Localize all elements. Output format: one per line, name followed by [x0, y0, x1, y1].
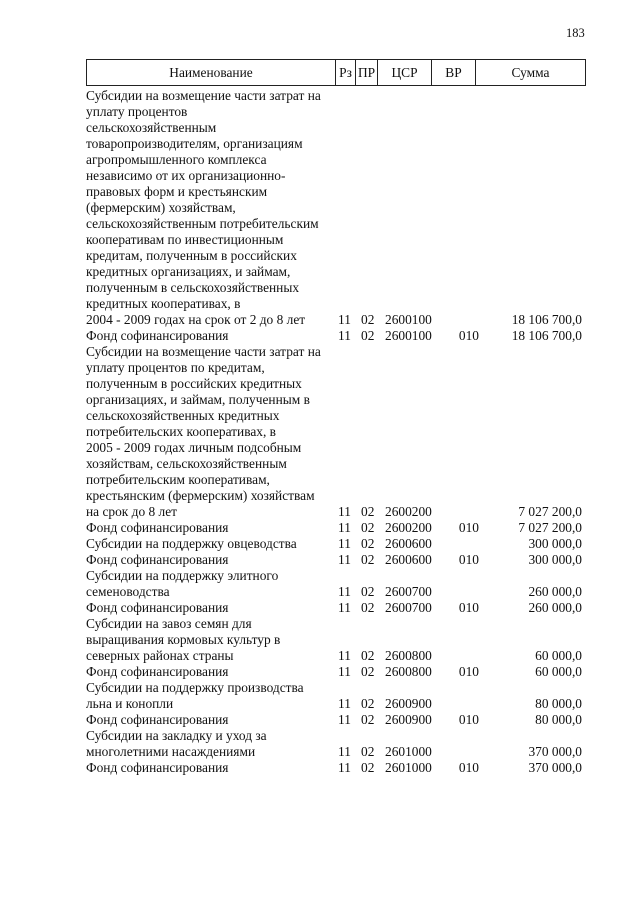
table-header	[86, 59, 586, 86]
header-csr: ЦСР	[377, 60, 431, 85]
row-rz: 11	[338, 504, 351, 519]
header-vr: ВР	[431, 60, 475, 85]
table-body	[86, 88, 586, 776]
row-rz: 11	[338, 664, 351, 679]
row-vr: 010	[458, 552, 479, 567]
table-row	[86, 552, 586, 568]
row-sum: 7 027 200,0	[518, 504, 582, 519]
row-name: Фонд софинансирования	[86, 552, 229, 567]
row-name: Фонд софинансирования	[86, 760, 229, 775]
row-rz: 11	[338, 744, 351, 759]
row-vr: 010	[458, 600, 479, 615]
row-csr: 2600800	[385, 664, 432, 679]
row-sum: 18 106 700,0	[511, 312, 582, 327]
row-csr: 2600200	[385, 504, 432, 519]
row-sum: 370 000,0	[528, 744, 582, 759]
row-sum: 80 000,0	[535, 712, 582, 727]
row-pr: 02	[361, 600, 375, 615]
table-row	[86, 712, 586, 728]
row-pr: 02	[361, 760, 375, 775]
row-rz: 11	[338, 584, 351, 599]
row-rz: 11	[338, 600, 351, 615]
row-vr: 010	[458, 760, 479, 775]
row-vr: 010	[458, 520, 479, 535]
table-row	[86, 600, 586, 616]
row-pr: 02	[361, 744, 375, 759]
table-row	[86, 328, 586, 344]
row-rz: 11	[338, 760, 351, 775]
row-name: Фонд софинансирования	[86, 664, 229, 679]
row-name: Субсидии на возмещение части затрат на уплату процентов по кредитам, полученным в российских кредитных организациях, и займам, полученным в сельскохозяйственных кредитных потребительских кооперативах, в 2005 - 2009 годах личным подсобным хозяйствам, сельскохозяйственным потребительским кооперативам, крестьянским (фермерским) хозяйствам на срок до 8 лет	[86, 344, 321, 519]
row-rz: 11	[338, 536, 351, 551]
row-sum: 370 000,0	[528, 760, 582, 775]
table-row	[86, 88, 586, 328]
table-row	[86, 344, 586, 520]
row-csr: 2600600	[385, 552, 432, 567]
row-rz: 11	[338, 312, 351, 327]
row-name: Субсидии на завоз семян для выращивания кормовых культур в северных районах страны	[86, 616, 281, 663]
row-rz: 11	[338, 696, 351, 711]
table-row	[86, 536, 586, 552]
row-csr: 2600700	[385, 584, 432, 599]
row-name: Фонд софинансирования	[86, 520, 229, 535]
row-csr: 2600100	[385, 328, 432, 343]
row-pr: 02	[361, 664, 375, 679]
row-vr: 010	[458, 328, 479, 343]
row-csr: 2600900	[385, 696, 432, 711]
table-row	[86, 568, 586, 600]
row-pr: 02	[361, 536, 375, 551]
row-rz: 11	[338, 712, 351, 727]
row-pr: 02	[361, 552, 375, 567]
row-sum: 7 027 200,0	[518, 520, 582, 535]
row-csr: 2600200	[385, 520, 432, 535]
row-sum: 300 000,0	[528, 536, 582, 551]
row-name: Субсидии на закладку и уход за многолетними насаждениями	[86, 728, 267, 759]
row-csr: 2600700	[385, 600, 432, 615]
row-pr: 02	[361, 504, 375, 519]
row-sum: 18 106 700,0	[511, 328, 582, 343]
row-sum: 260 000,0	[528, 584, 582, 599]
table-row	[86, 520, 586, 536]
row-sum: 60 000,0	[535, 648, 582, 663]
row-name: Субсидии на поддержку элитного семеноводства	[86, 568, 279, 599]
row-name: Субсидии на поддержку овцеводства	[86, 536, 297, 551]
row-pr: 02	[361, 312, 375, 327]
table-row	[86, 728, 586, 760]
row-sum: 60 000,0	[535, 664, 582, 679]
row-pr: 02	[361, 520, 375, 535]
row-csr: 2600800	[385, 648, 432, 663]
table-row	[86, 760, 586, 776]
row-name: Фонд софинансирования	[86, 712, 229, 727]
table-row	[86, 664, 586, 680]
row-sum: 300 000,0	[528, 552, 582, 567]
row-name: Фонд софинансирования	[86, 328, 229, 343]
row-pr: 02	[361, 696, 375, 711]
page-number: 183	[566, 26, 585, 40]
row-csr: 2601000	[385, 760, 432, 775]
row-csr: 2601000	[385, 744, 432, 759]
row-name: Фонд софинансирования	[86, 600, 229, 615]
row-sum: 80 000,0	[535, 696, 582, 711]
row-csr: 2600600	[385, 536, 432, 551]
row-pr: 02	[361, 584, 375, 599]
row-csr: 2600900	[385, 712, 432, 727]
table-row	[86, 680, 586, 712]
header-sum: Сумма	[475, 60, 585, 85]
row-name: Субсидии на возмещение части затрат на уплату процентов сельскохозяйственным товаропроизводителям, организациям агропромышленного комплекса независимо от их организационно- правовых форм и крестьянским (фермерским) хозяйствам, сельскохозяйственным потребительским кооперативам по инвестиционным кредитам, полученным в российских кредитных организациях, и займам, полученным в сельскохозяйственных кредитных кооперативах, в 2004 - 2009 годах на срок от 2 до 8 лет	[86, 88, 321, 327]
row-name: Субсидии на поддержку производства льна и конопли	[86, 680, 304, 711]
row-rz: 11	[338, 552, 351, 567]
table-row	[86, 616, 586, 664]
row-sum: 260 000,0	[528, 600, 582, 615]
row-rz: 11	[338, 648, 351, 663]
header-name: Наименование	[169, 64, 253, 80]
row-pr: 02	[361, 328, 375, 343]
header-pr: ПР	[355, 60, 377, 85]
row-pr: 02	[361, 712, 375, 727]
row-vr: 010	[458, 712, 479, 727]
row-rz: 11	[338, 328, 351, 343]
row-rz: 11	[338, 520, 351, 535]
row-vr: 010	[458, 664, 479, 679]
row-csr: 2600100	[385, 312, 432, 327]
header-rz: Рз	[335, 60, 355, 85]
row-pr: 02	[361, 648, 375, 663]
